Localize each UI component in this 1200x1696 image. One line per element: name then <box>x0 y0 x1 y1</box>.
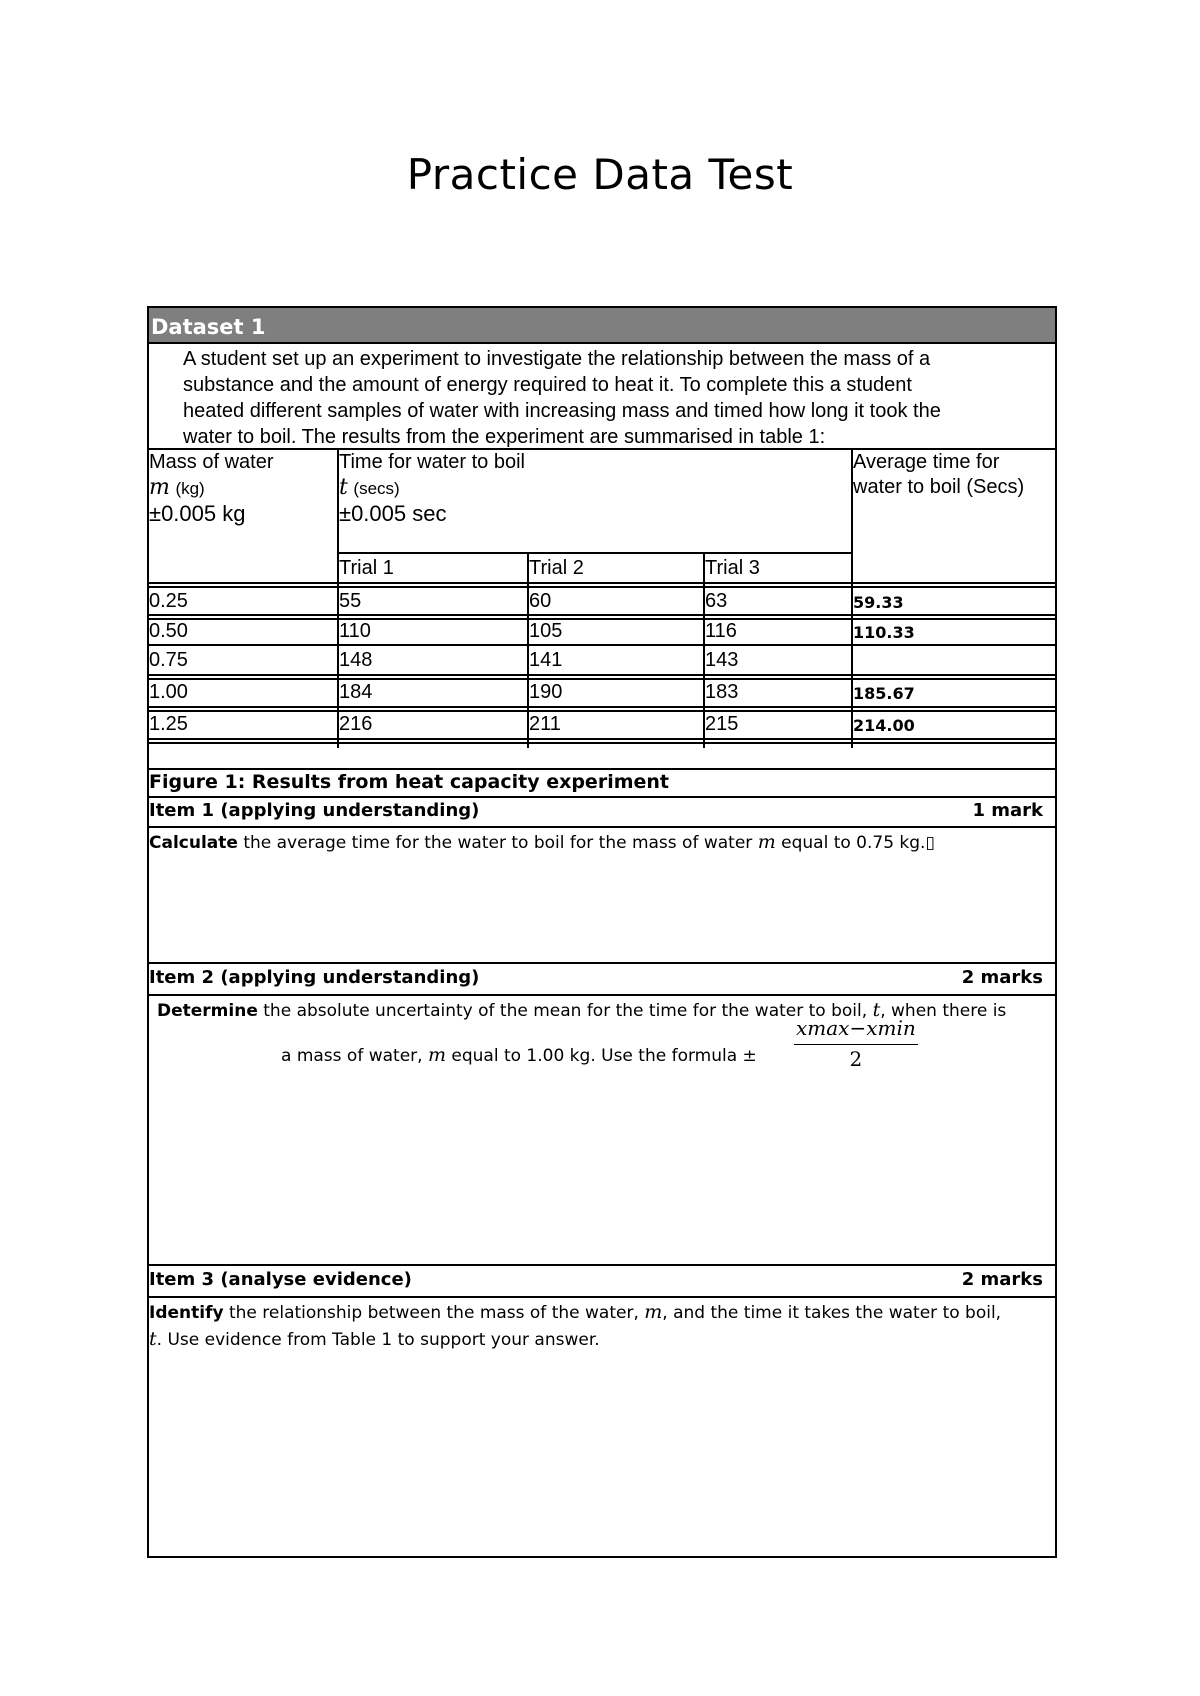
item-1-question: Calculate the average time for the water to boil for the mass of water m equal to 0.75 kg.▯ <box>149 831 935 853</box>
item-3-question-line1: Identify the relationship between the mass of the water, m, and the time it takes the water to boil, <box>149 1301 1002 1323</box>
dataset-header: Dataset 1 <box>149 308 1055 344</box>
table-row-border <box>149 710 1055 712</box>
time-symbol: t <box>872 999 881 1021</box>
intro-line: A student set up an experiment to investigate the relationship between the mass of a <box>183 348 931 370</box>
page-title: Practice Data Test <box>406 150 794 199</box>
table-row-border <box>149 618 1055 620</box>
divider <box>149 1296 1055 1298</box>
time-symbol: t <box>149 1328 157 1350</box>
item-1-header: Item 1 (applying understanding) 1 mark <box>149 800 1043 821</box>
header-trial-3: Trial 3 <box>705 557 760 579</box>
table-caption: Figure 1: Results from heat capacity experiment <box>149 771 669 793</box>
uncertainty-formula <box>794 1016 918 1071</box>
item-3-header: Item 3 (analyse evidence) 2 marks <box>149 1269 1043 1290</box>
table-row-border <box>149 738 1055 740</box>
header-trial-1: Trial 1 <box>339 557 394 579</box>
header-trial-2: Trial 2 <box>529 557 584 579</box>
time-symbol: t <box>339 475 348 500</box>
placeholder-glyph: ▯ <box>925 833 935 853</box>
header-mass: Mass of water m (kg) ±0.005 kg <box>149 451 274 526</box>
item-2-header: Item 2 (applying understanding) 2 marks <box>149 967 1043 988</box>
header-average: Average time for water to boil (Secs) <box>853 451 1025 498</box>
mass-symbol: m <box>644 1301 663 1323</box>
mass-symbol: m <box>757 831 776 853</box>
table-subheader-border <box>337 552 851 554</box>
dataset-intro <box>183 346 1043 450</box>
formula-denominator: 2 <box>849 1047 863 1071</box>
table-row-border <box>149 614 1055 616</box>
divider <box>149 994 1055 996</box>
dataset-box: Dataset 1 A student set up an experiment to investigate the relationship between the mass of a substance and the amount of energy required to heat it. To complete this a student heated different samples of water with increasing mass and timed how long it took the water to boil. The results from the experiment are summarised in table 1: Mass of water m (kg) ±0.005 kg Time for water to boil t (secs) ±0.005 sec Average time for water to boil (Secs) Trial 1 Trial 2 Trial 3 0.25 55 60 63 59.33 0.50 110 105 116 110.33 0.75 148 141 143 1.00 184 190 183 185.67 1.25 216 211 215 214.00 Figure 1: Results from heat capacity experiment Item 1 (applying understanding) 1 mark Calculate the average time for the water to boil for the mass of water m equal to 0.75 kg.▯ Item 2 (applying understanding) 2 marks Determine the absolute uncertainty of the mean for the time for the water to boil, t, when there is a mass of water, m equal to 1.00 kg. Use the formula ± xmax−xmin 2 Item 3 (analyse evidence) 2 marks Identify the relationship between the mass of the water, m, and the time it takes the water to boil, t. Use evidence from Table 1 to support your answer. <box>147 306 1057 1558</box>
mass-symbol: m <box>427 1044 446 1066</box>
table-row-border <box>149 586 1055 588</box>
mass-symbol: m <box>149 475 170 500</box>
header-time: Time for water to boil t (secs) ±0.005 sec <box>339 451 525 526</box>
divider <box>149 826 1055 828</box>
table-row-border <box>149 706 1055 708</box>
table-row-border <box>149 678 1055 680</box>
intro-line: substance and the amount of energy required to heat it. To complete this a student <box>183 374 912 396</box>
intro-line: heated different samples of water with increasing mass and timed how long it took the <box>183 400 941 422</box>
item-2-question-line1: Determine the absolute uncertainty of the mean for the time for the water to boil, t, when there is <box>157 999 1007 1021</box>
table-row-border <box>149 644 1055 646</box>
table-row-border <box>149 582 1055 584</box>
table-row-border <box>149 742 1055 744</box>
intro-line: water to boil. The results from the experiment are summarised in table 1: <box>183 426 826 448</box>
item-2-question-line2: a mass of water, m equal to 1.00 kg. Use the formula ± <box>281 1044 757 1066</box>
table-row-border <box>149 674 1055 676</box>
formula-numerator: xmax−xmin <box>794 1016 918 1045</box>
item-3-question-line2: t. Use evidence from Table 1 to support your answer. <box>149 1328 600 1350</box>
